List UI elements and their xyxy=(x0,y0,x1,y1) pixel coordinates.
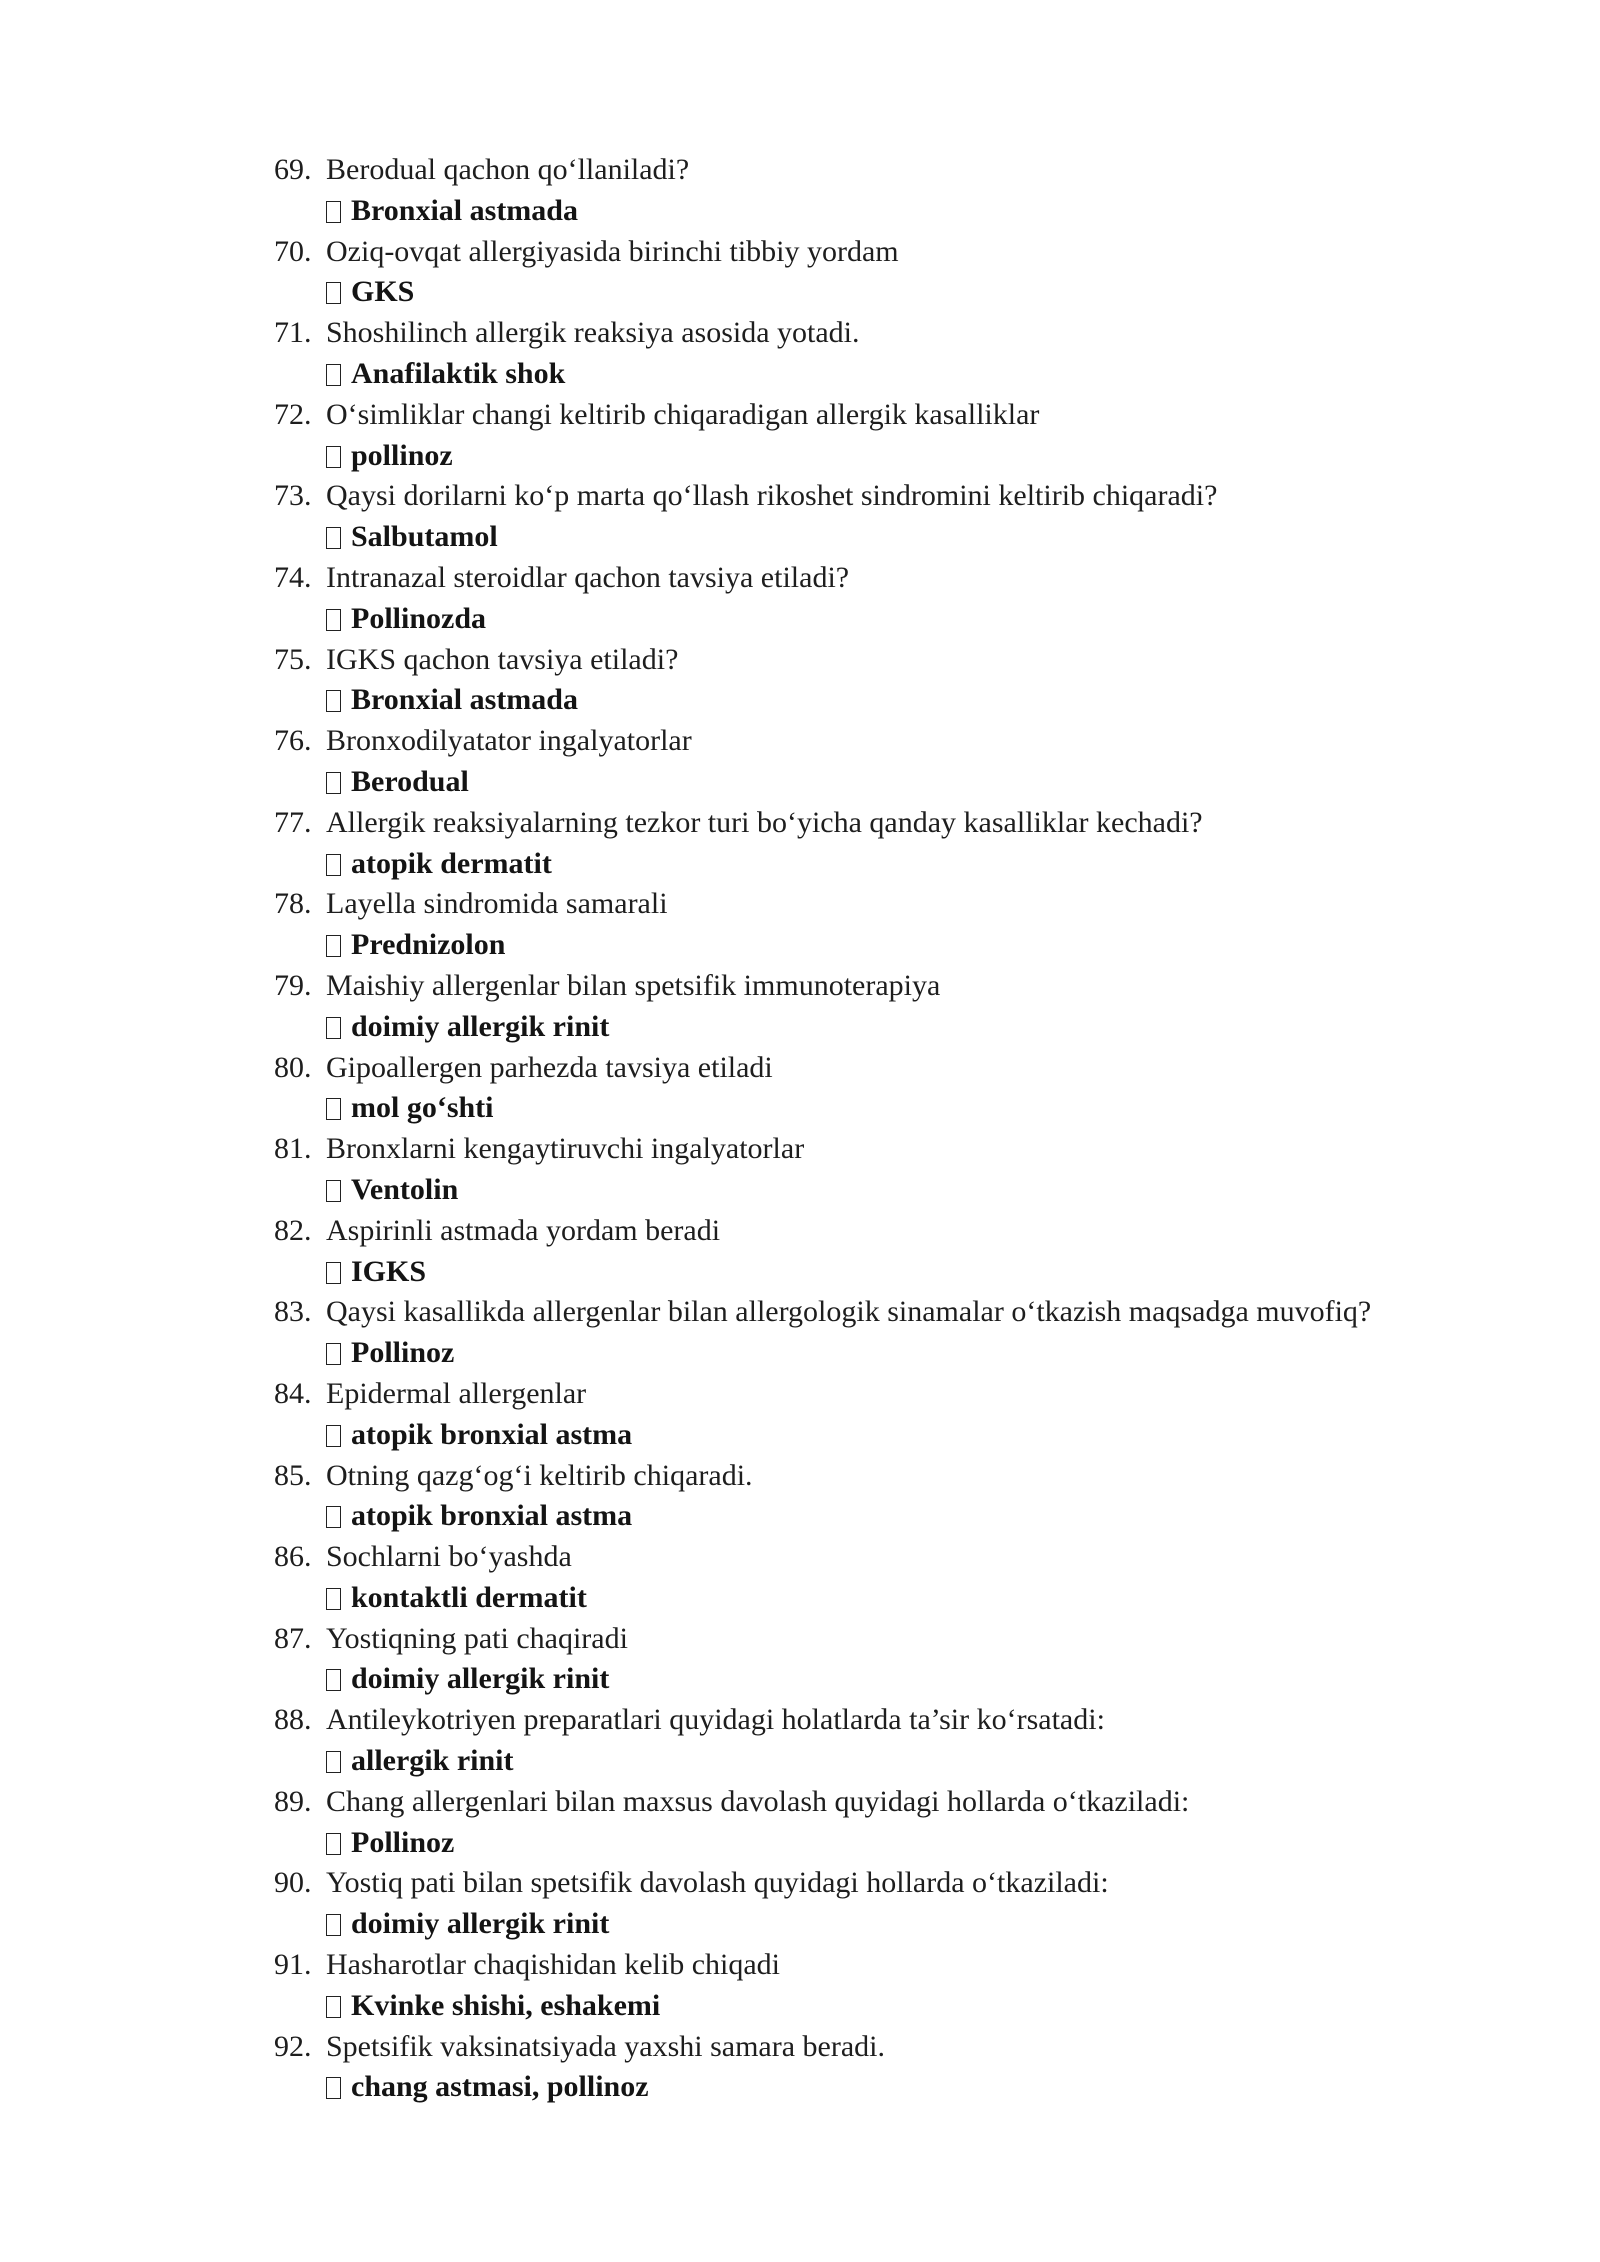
question-number: 84. xyxy=(274,1376,312,1410)
answer-line xyxy=(274,1088,1574,1129)
answer-text: kontaktli dermatit xyxy=(351,1580,587,1614)
question-text: Gipoallergen parhezda tavsiya etiladi xyxy=(326,1050,773,1084)
empty-box-glyph-icon xyxy=(326,609,341,631)
question-number: 76. xyxy=(274,724,312,758)
list-item xyxy=(274,1863,1574,1945)
list-item xyxy=(274,313,1574,395)
answer-text: mol go‘shti xyxy=(351,1091,494,1125)
answer-text: Kvinke shishi, eshakemi xyxy=(351,1988,661,2022)
question-number: 89. xyxy=(274,1784,312,1818)
question-text: IGKS qachon tavsiya etiladi? xyxy=(326,642,679,676)
empty-box-glyph-icon xyxy=(326,1914,341,1936)
empty-box-glyph-icon xyxy=(326,1588,341,1610)
question-number: 80. xyxy=(274,1050,312,1084)
question-number: 90. xyxy=(274,1866,312,1900)
empty-box-glyph-icon xyxy=(326,1751,341,1773)
question-text: Shoshilinch allergik reaksiya asosida yotadi. xyxy=(326,316,860,350)
list-item xyxy=(274,966,1574,1048)
question-text: Bronxlarni kengaytiruvchi ingalyatorlar xyxy=(326,1132,805,1166)
answer-text: doimiy allergik rinit xyxy=(351,1662,610,1696)
question-line xyxy=(274,313,1574,354)
question-number: 69. xyxy=(274,153,312,186)
answer-text: Berodual xyxy=(351,764,469,798)
answer-text: allergik rinit xyxy=(351,1744,514,1778)
question-number: 71. xyxy=(274,316,312,350)
empty-box-glyph-icon xyxy=(326,772,341,794)
question-text: Spetsifik vaksinatsiyada yaxshi samara beradi. xyxy=(326,2029,886,2063)
list-item xyxy=(274,721,1574,803)
list-item xyxy=(274,1619,1574,1701)
list-item xyxy=(274,2027,1574,2109)
question-line xyxy=(274,2027,1574,2068)
empty-box-glyph-icon xyxy=(326,364,341,386)
answer-line xyxy=(274,2067,1574,2108)
answer-line xyxy=(274,1415,1574,1456)
question-text: Qaysi dorilarni ko‘p marta qo‘llash rikoshet sindromini keltirib chiqaradi? xyxy=(326,479,1218,513)
answer-line xyxy=(274,925,1574,966)
empty-box-glyph-icon xyxy=(326,446,341,468)
question-line xyxy=(274,1619,1574,1660)
answer-text: GKS xyxy=(351,275,415,309)
question-text: Qaysi kasallikda allergenlar bilan allergologik sinamalar o‘tkazish maqsadga muvofiq? xyxy=(326,1295,1372,1329)
question-text: Chang allergenlari bilan maxsus davolash quyidagi hollarda o‘tkaziladi: xyxy=(326,1784,1190,1818)
empty-box-glyph-icon xyxy=(326,1669,341,1691)
list-item xyxy=(274,1211,1574,1293)
question-text: Berodual qachon qo‘llaniladi? xyxy=(326,153,690,186)
question-line xyxy=(274,1374,1574,1415)
answer-text: doimiy allergik rinit xyxy=(351,1907,610,1941)
answer-line xyxy=(274,1007,1574,1048)
list-item xyxy=(274,1782,1574,1864)
list-item xyxy=(274,476,1574,558)
empty-box-glyph-icon xyxy=(326,1833,341,1855)
question-text: Aspirinli astmada yordam beradi xyxy=(326,1213,721,1247)
answer-line xyxy=(274,680,1574,721)
answer-text: Ventolin xyxy=(351,1172,459,1206)
answer-line xyxy=(274,1252,1574,1293)
answer-text: atopik bronxial astma xyxy=(351,1417,633,1451)
question-number: 86. xyxy=(274,1540,312,1574)
answer-text: Prednizolon xyxy=(351,928,506,962)
question-number: 87. xyxy=(274,1621,312,1655)
question-text: Yostiqning pati chaqiradi xyxy=(326,1621,628,1655)
answer-line xyxy=(274,1170,1574,1211)
question-number: 77. xyxy=(274,805,312,839)
answer-line xyxy=(274,599,1574,640)
question-text: Otning qazg‘og‘i keltirib chiqaradi. xyxy=(326,1458,753,1492)
empty-box-glyph-icon xyxy=(326,282,341,304)
question-line xyxy=(274,1211,1574,1252)
question-number: 78. xyxy=(274,887,312,921)
question-line xyxy=(274,803,1574,844)
empty-box-glyph-icon xyxy=(326,1506,341,1528)
question-line xyxy=(274,1129,1574,1170)
question-number: 81. xyxy=(274,1132,312,1166)
list-item xyxy=(274,1048,1574,1130)
answer-line xyxy=(274,1496,1574,1537)
empty-box-glyph-icon xyxy=(326,201,341,223)
question-line xyxy=(274,1292,1574,1333)
empty-box-glyph-icon xyxy=(326,527,341,549)
empty-box-glyph-icon xyxy=(326,935,341,957)
answer-line xyxy=(274,1823,1574,1864)
question-line xyxy=(274,721,1574,762)
list-item xyxy=(274,1537,1574,1619)
empty-box-glyph-icon xyxy=(326,1425,341,1447)
empty-box-glyph-icon xyxy=(326,1262,341,1284)
answer-text: atopik bronxial astma xyxy=(351,1499,633,1533)
empty-box-glyph-icon xyxy=(326,1180,341,1202)
question-number: 70. xyxy=(274,234,312,268)
question-text: Allergik reaksiyalarning tezkor turi bo‘yicha qanday kasalliklar kechadi? xyxy=(326,805,1203,839)
list-item xyxy=(274,1945,1574,2027)
question-line xyxy=(274,476,1574,517)
empty-box-glyph-icon xyxy=(326,1996,341,2018)
question-line xyxy=(274,1456,1574,1497)
question-line xyxy=(274,395,1574,436)
answer-line xyxy=(274,1986,1574,2027)
question-number: 92. xyxy=(274,2029,312,2063)
answer-line xyxy=(274,1333,1574,1374)
question-number: 72. xyxy=(274,397,312,431)
answer-text: Bronxial astmada xyxy=(351,193,578,227)
question-line xyxy=(274,150,1574,191)
list-item xyxy=(274,395,1574,477)
answer-text: Anafilaktik shok xyxy=(351,356,566,390)
question-text: Yostiq pati bilan spetsifik davolash quyidagi hollarda o‘tkaziladi: xyxy=(326,1866,1109,1900)
empty-box-glyph-icon xyxy=(326,1343,341,1365)
answer-text: atopik dermatit xyxy=(351,846,552,880)
answer-text: Pollinoz xyxy=(351,1336,455,1370)
empty-box-glyph-icon xyxy=(326,1098,341,1120)
answer-line xyxy=(274,191,1574,232)
question-line xyxy=(274,1782,1574,1823)
list-item xyxy=(274,1292,1574,1374)
answer-line xyxy=(274,517,1574,558)
answer-line xyxy=(274,762,1574,803)
answer-line xyxy=(274,354,1574,395)
question-text: Epidermal allergenlar xyxy=(326,1376,587,1410)
question-line xyxy=(274,1863,1574,1904)
list-item xyxy=(274,1129,1574,1211)
question-number: 75. xyxy=(274,642,312,676)
question-text: Bronxodilyatator ingalyatorlar xyxy=(326,724,692,758)
list-item xyxy=(274,1374,1574,1456)
empty-box-glyph-icon xyxy=(326,690,341,712)
question-answer-list xyxy=(274,150,1574,2108)
question-line xyxy=(274,232,1574,273)
question-text: Hasharotlar chaqishidan kelib chiqadi xyxy=(326,1948,781,1982)
question-line xyxy=(274,640,1574,681)
list-item xyxy=(274,558,1574,640)
question-text: Intranazal steroidlar qachon tavsiya etiladi? xyxy=(326,560,850,594)
question-line xyxy=(274,966,1574,1007)
answer-text: IGKS xyxy=(351,1254,427,1288)
question-text: Sochlarni bo‘yashda xyxy=(326,1540,572,1574)
empty-box-glyph-icon xyxy=(326,854,341,876)
list-item xyxy=(274,1700,1574,1782)
question-line xyxy=(274,558,1574,599)
list-item xyxy=(274,232,1574,314)
answer-text: pollinoz xyxy=(351,438,453,472)
answer-text: Pollinozda xyxy=(351,601,487,635)
question-line xyxy=(274,1700,1574,1741)
list-item xyxy=(274,884,1574,966)
answer-line xyxy=(274,436,1574,477)
question-line xyxy=(274,1945,1574,1986)
answer-text: Salbutamol xyxy=(351,520,498,554)
answer-line xyxy=(274,844,1574,885)
list-item xyxy=(274,803,1574,885)
answer-text: Pollinoz xyxy=(351,1825,455,1859)
answer-line xyxy=(274,1741,1574,1782)
answer-line xyxy=(274,1578,1574,1619)
question-number: 73. xyxy=(274,479,312,513)
question-number: 83. xyxy=(274,1295,312,1329)
question-text: Antileykotriyen preparatlari quyidagi holatlarda ta’sir ko‘rsatadi: xyxy=(326,1703,1105,1737)
question-number: 91. xyxy=(274,1948,312,1982)
question-line xyxy=(274,1048,1574,1089)
list-item xyxy=(274,150,1574,232)
question-text: O‘simliklar changi keltirib chiqaradigan allergik kasalliklar xyxy=(326,397,1040,431)
answer-line xyxy=(274,272,1574,313)
answer-text: Bronxial astmada xyxy=(351,683,578,717)
empty-box-glyph-icon xyxy=(326,1017,341,1039)
answer-text: doimiy allergik rinit xyxy=(351,1009,610,1043)
answer-text: chang astmasi, pollinoz xyxy=(351,2070,649,2104)
question-text: Maishiy allergenlar bilan spetsifik immunoterapiya xyxy=(326,968,941,1002)
question-line xyxy=(274,884,1574,925)
question-line xyxy=(274,1537,1574,1578)
question-number: 79. xyxy=(274,968,312,1002)
answer-line xyxy=(274,1904,1574,1945)
answer-line xyxy=(274,1659,1574,1700)
question-number: 74. xyxy=(274,560,312,594)
question-text: Oziq-ovqat allergiyasida birinchi tibbiy yordam xyxy=(326,234,899,268)
list-item xyxy=(274,1456,1574,1538)
empty-box-glyph-icon xyxy=(326,2077,341,2099)
list-item xyxy=(274,640,1574,722)
question-number: 88. xyxy=(274,1703,312,1737)
question-text: Layella sindromida samarali xyxy=(326,887,668,921)
question-number: 82. xyxy=(274,1213,312,1247)
question-number: 85. xyxy=(274,1458,312,1492)
